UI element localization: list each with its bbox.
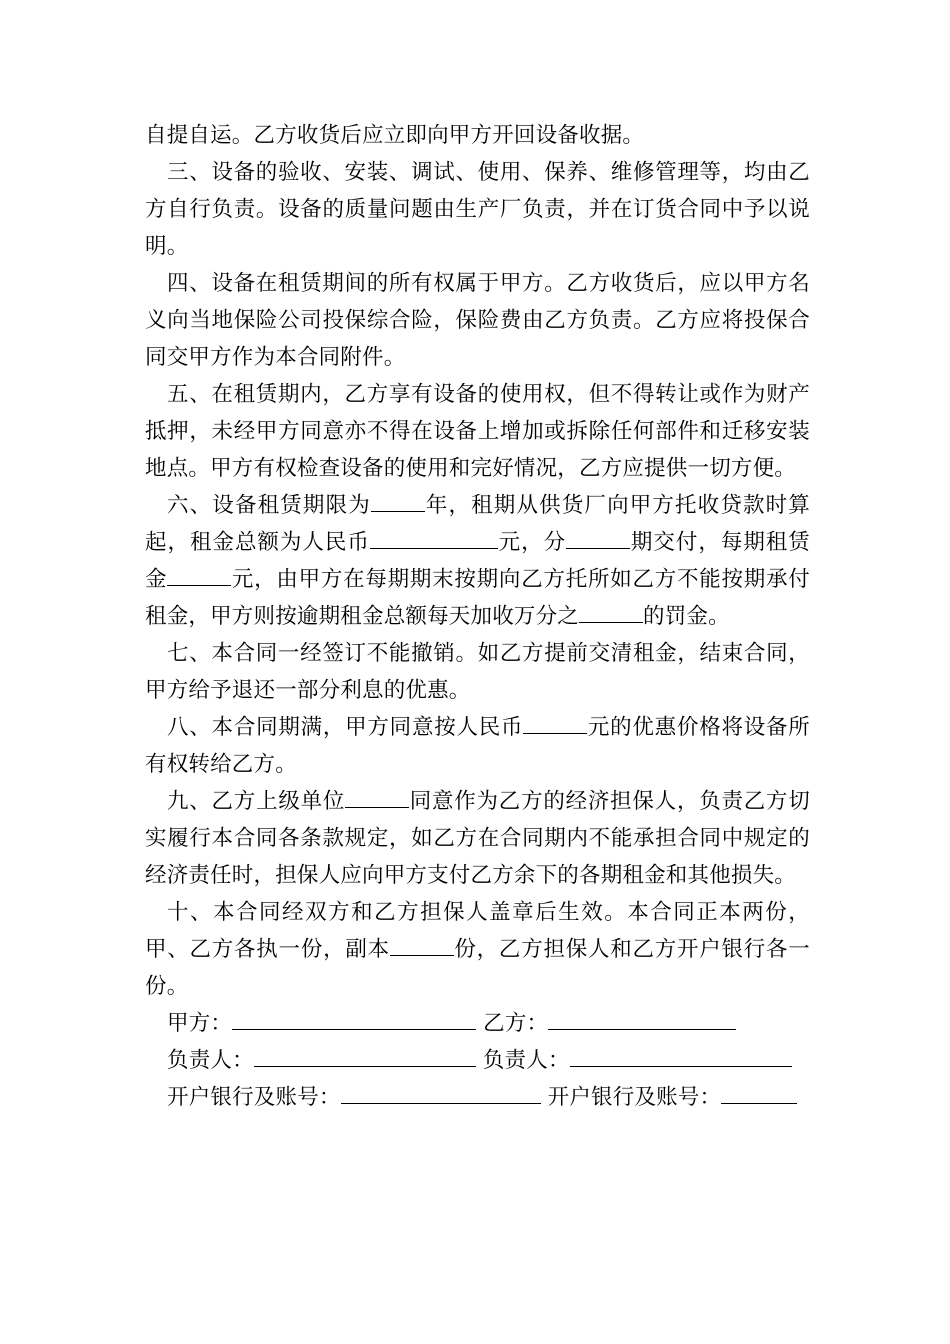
bank-b-blank[interactable]	[721, 1079, 797, 1104]
person-b-blank[interactable]	[570, 1042, 792, 1067]
paragraph-4: 四、设备在租赁期间的所有权属于甲方。乙方收货后，应以甲方名义向当地保险公司投保综合险，保险费由乙方负责。乙方应将投保合同交甲方作为本合同附件。	[145, 271, 810, 370]
bank-a-label: 开户银行及账号：	[167, 1085, 341, 1110]
p6-text-f: 的罚金。	[643, 604, 730, 629]
party-b-label: 乙方：	[483, 1011, 549, 1036]
signature-row-party	[167, 1005, 810, 1042]
signature-row-person	[167, 1042, 810, 1079]
paragraph-2-continued: 自提自运。乙方收货后应立即向甲方开回设备收据。	[145, 123, 645, 148]
paragraph-3: 三、设备的验收、安装、调试、使用、保养、维修管理等，均由乙方自行负责。设备的质量问题由生产厂负责，并在订货合同中予以说明。	[145, 160, 810, 259]
installment-amount-blank[interactable]	[167, 561, 231, 586]
bank-a-blank[interactable]	[341, 1079, 541, 1104]
p9-text-a: 九、乙方上级单位	[167, 789, 346, 814]
paragraph-9	[145, 783, 810, 894]
p8-text-a: 八、本合同期满，甲方同意按人民币	[167, 715, 524, 740]
p6-text-a: 六、设备租赁期限为	[167, 493, 371, 518]
p6-text-d: 期交付，每期租赁金	[145, 530, 810, 592]
total-rent-blank[interactable]	[370, 524, 498, 549]
paragraph-6	[145, 487, 810, 635]
paragraph-7: 七、本合同一经签订不能撤销。如乙方提前交清租金，结束合同，甲方给予退还一部分利息的优惠。	[145, 641, 810, 703]
paragraph-8	[145, 709, 810, 783]
party-b-blank[interactable]	[548, 1005, 736, 1030]
penalty-rate-blank[interactable]	[579, 598, 643, 623]
bank-b-label: 开户银行及账号：	[547, 1085, 722, 1110]
p8-text-b: 元的优惠价格将设备所有权转给乙方。	[145, 715, 810, 777]
p6-text-b: 年，租期从供货厂向甲方托收贷款时算起，租金总额为人民币	[145, 493, 810, 555]
contract-page	[145, 117, 810, 1116]
guarantor-unit-blank[interactable]	[345, 783, 409, 808]
paragraph-5: 五、在租赁期内，乙方享有设备的使用权，但不得转让或作为财产抵押，未经甲方同意亦不得在设备上增加或拆除任何部件和迁移安装地点。甲方有权检查设备的使用和完好情况，乙方应提供一切方便。	[145, 382, 810, 481]
party-a-blank[interactable]	[232, 1005, 476, 1030]
party-a-label: 甲方：	[167, 1011, 233, 1036]
p9-text-b: 同意作为乙方的经济担保人，负责乙方切实履行本合同各条款规定，如乙方在合同期内不能承担合同中规定的经济责任时，担保人应向甲方支付乙方余下的各期租金和其他损失。	[145, 789, 810, 888]
p10-text-a: 十、本合同经双方和乙方担保人盖章后生效。本合同正本两份，甲、乙方各执一份，副本	[145, 900, 810, 962]
person-b-label: 负责人：	[482, 1048, 570, 1073]
p6-text-c: 元，分	[497, 530, 567, 555]
p6-text-e: 元，由甲方在每期期末按期向乙方托所如乙方不能按期承付租金，甲方则按逾期租金总额每天加收万分之	[145, 567, 811, 629]
person-a-blank[interactable]	[254, 1042, 476, 1067]
p10-text-b: 份，乙方担保人和乙方开户银行各一份。	[145, 937, 811, 999]
paragraph-10	[145, 894, 810, 1005]
person-a-label: 负责人：	[167, 1048, 254, 1073]
lease-years-blank[interactable]	[371, 487, 425, 512]
transfer-price-blank[interactable]	[523, 709, 587, 734]
signature-row-bank	[167, 1079, 810, 1116]
installments-blank[interactable]	[566, 524, 630, 549]
copies-blank[interactable]	[390, 931, 454, 956]
